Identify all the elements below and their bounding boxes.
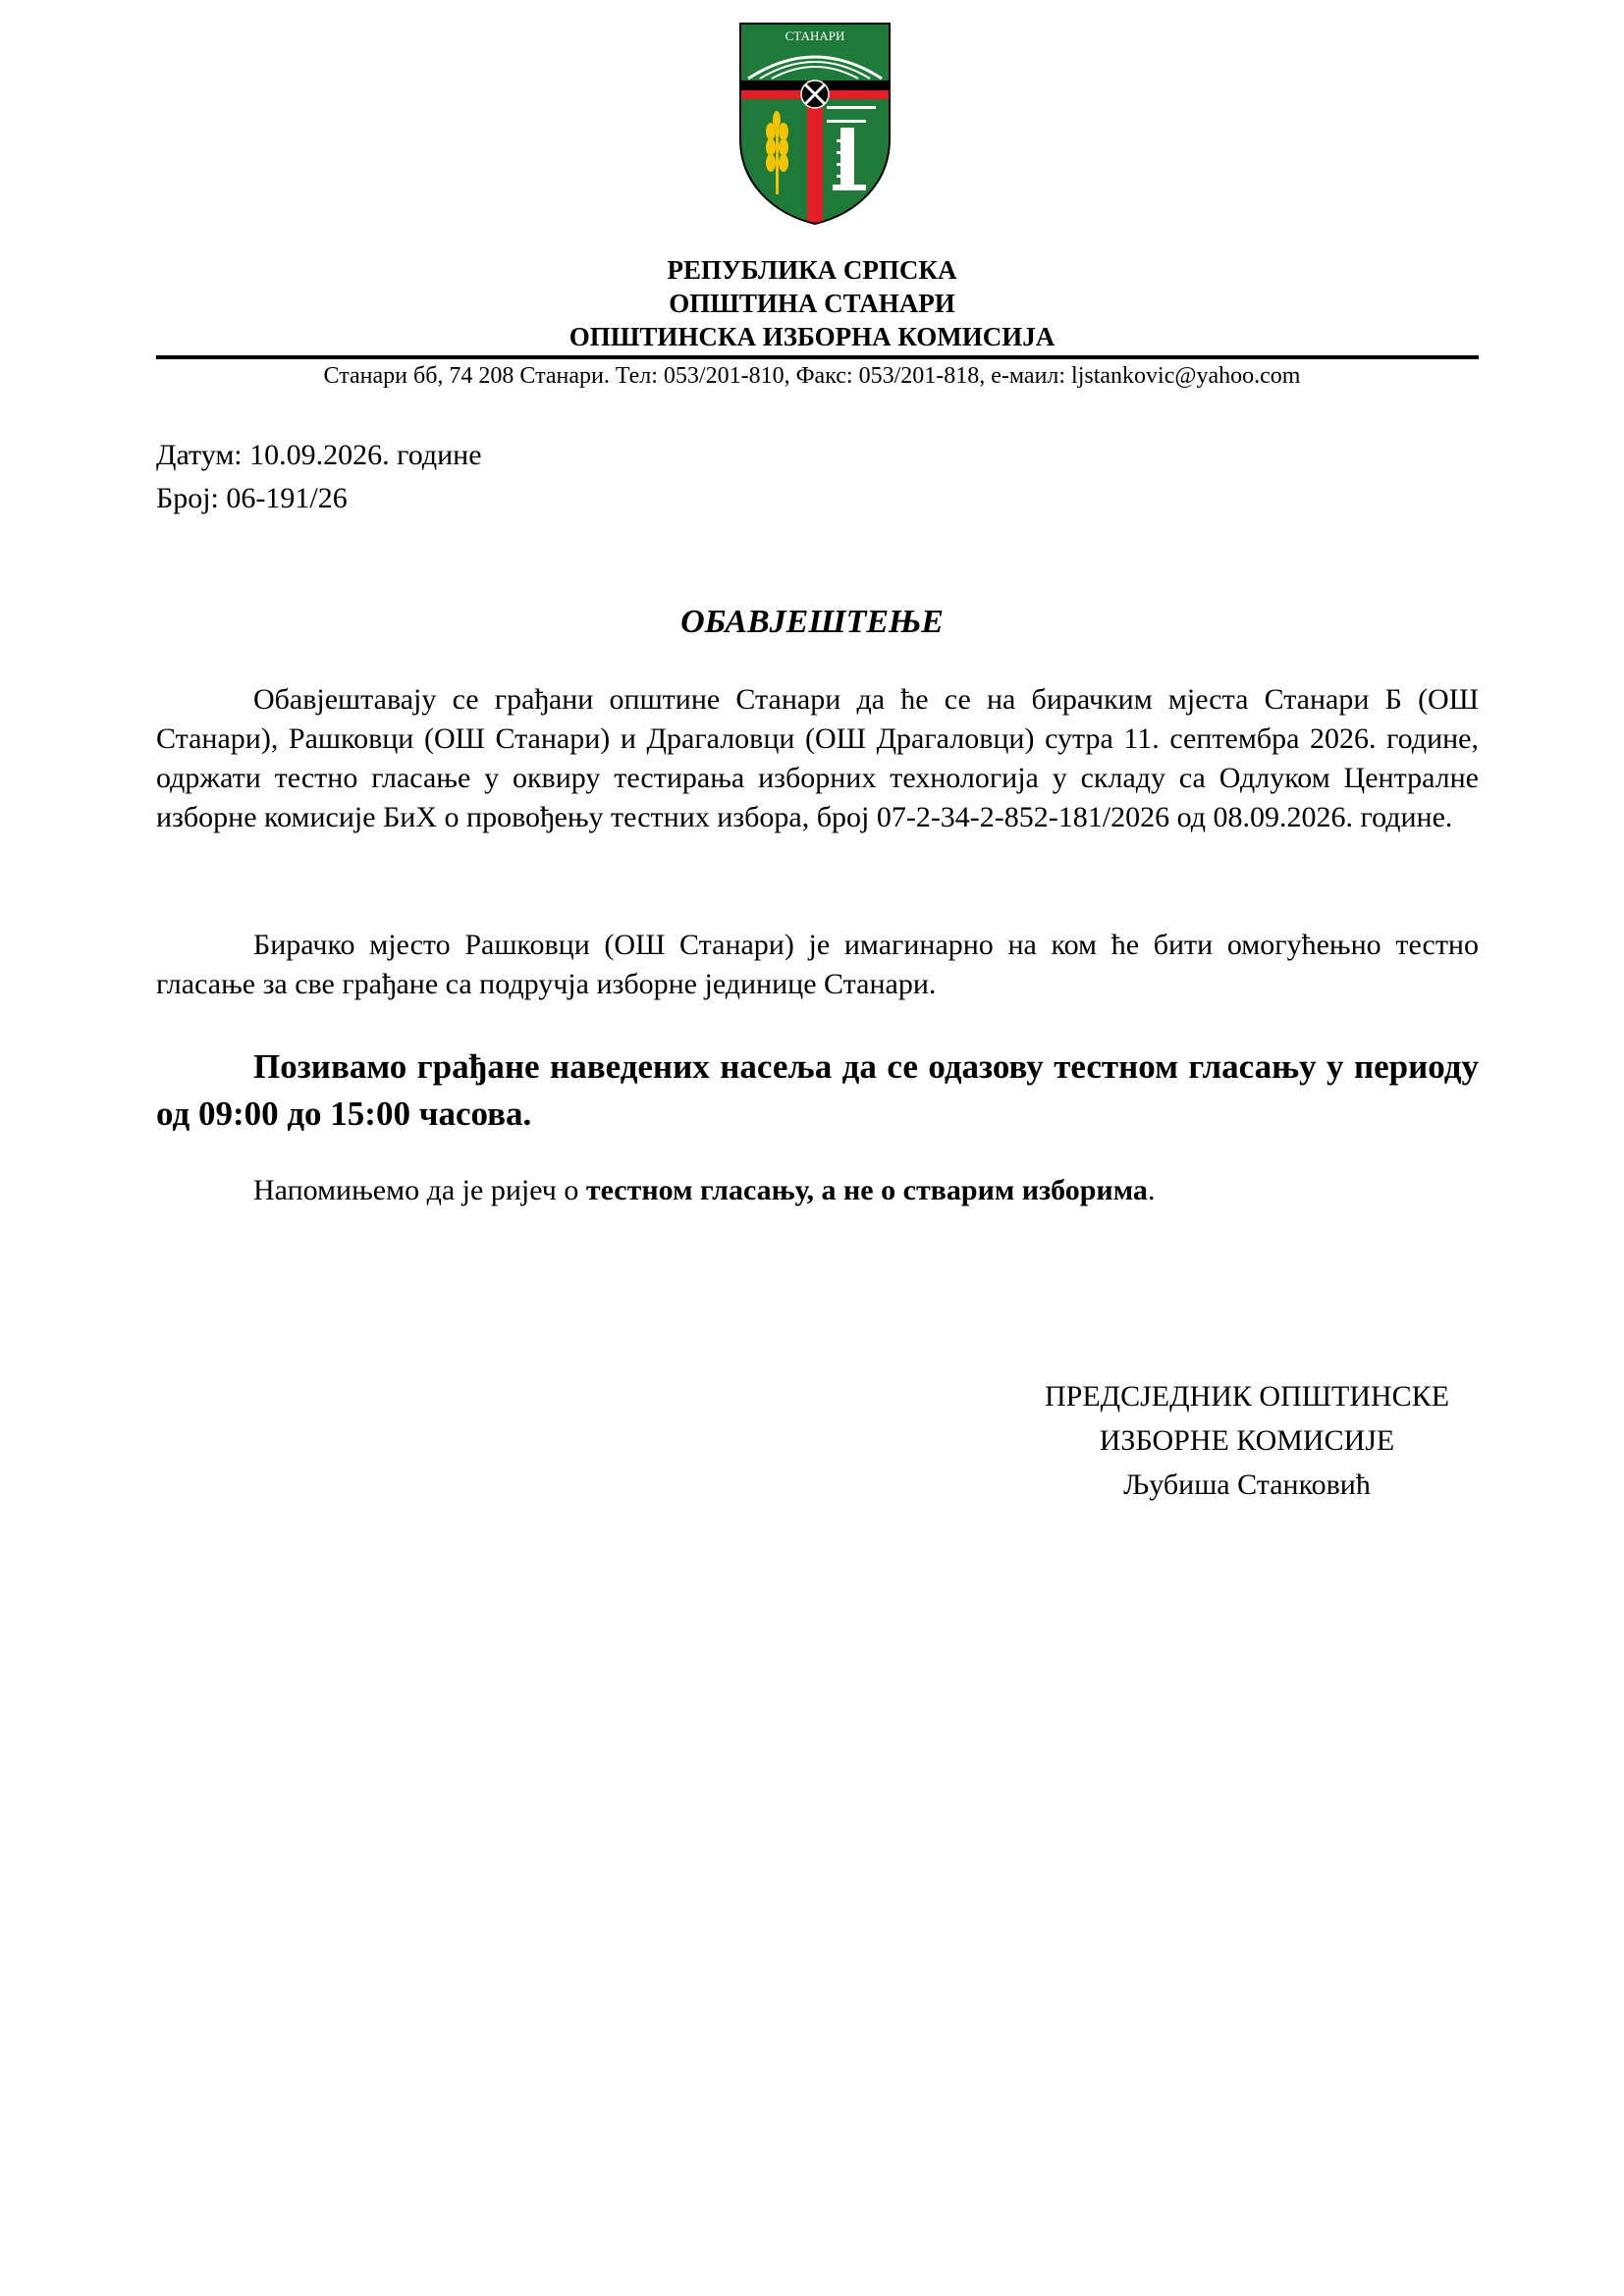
note-emphasis: тестном гласању, а не о стварим изборима [585,1174,1148,1206]
signature-title-line1: ПРЕДСЈЕДНИК ОПШТИНСКЕ [1044,1380,1450,1413]
note-prefix: Напомињемо да је ријеч о [253,1174,586,1206]
document-number: Број: 06-191/26 [156,482,348,514]
header-municipality: ОПШТИНА СТАНАРИ [669,289,955,318]
header-republic: РЕПУБЛИКА СРПСКА [667,255,957,285]
body-paragraph-invitation: Позивамо грађане наведених насеља да се одазову тестном гласању у периоду од 09:00 до 15:00 часова. [156,1047,1479,1133]
body-paragraph-note [156,1171,1479,1210]
header-divider [156,355,1479,359]
document-title: ОБАВЈЕШТЕЊЕ [680,604,944,640]
document-date: Датум: 10.09.2026. године [156,439,482,471]
body-paragraph-2: Бирачко мјесто Рашковци (ОШ Станари) је имагинарно на ком ће бити омогућењно тестно гласање за све грађане са подручја изборне јединице Станари. [156,929,1479,1000]
note-suffix: . [1147,1174,1156,1206]
header-commission: ОПШТИНСКА ИЗБОРНА КОМИСИЈА [568,322,1056,351]
signatory-name: Љубиша Станковић [1123,1468,1371,1501]
signature-title-line2: ИЗБОРНЕ КОМИСИЈЕ [1099,1424,1395,1457]
body-paragraph-1: Обавјештавају се грађани општине Станари да ће се на бирачким мјеста Станари Б (ОШ Станари), Рашковци (ОШ Станари) и Драгаловци (ОШ Драгаловци) сутра 11. септембра 2026. године, одржати тестно гласање у оквиру тестирања изборних технологија у складу са Одлуком Централне изборне комисије БиХ о провођењу тестних избора, број 07-2-34-2-852-181/2026 од 08.09.2026. године. [156,683,1479,833]
crest-label: СТАНАРИ [785,28,845,43]
header-contact-info: Станари бб, 74 208 Станари. Тел: 053/201-810, Факс: 053/201-818, е-маил: ljstankovic@yahoo.com [323,363,1301,389]
municipality-crest-logo [738,22,892,226]
